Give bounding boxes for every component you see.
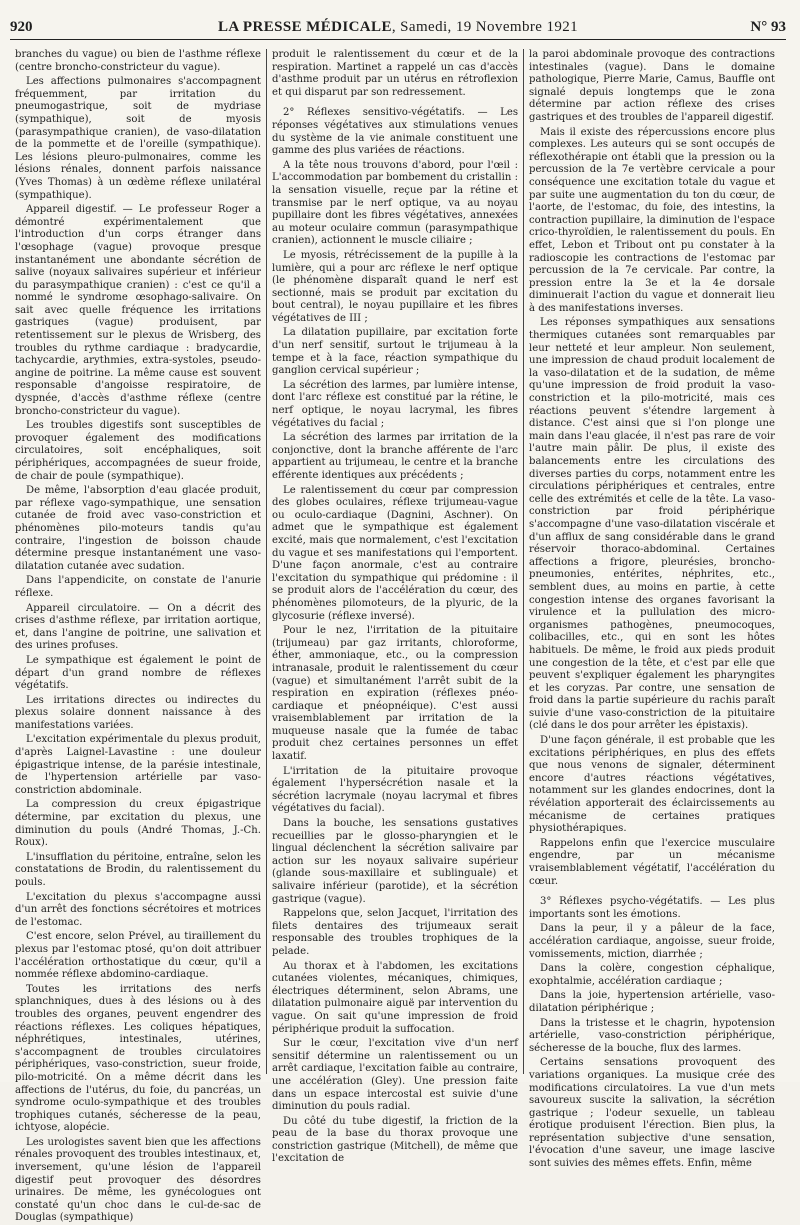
issue-date: , Samedi, 19 Novembre 1921 [391, 19, 579, 35]
journal-masthead [100, 19, 696, 36]
paragraph: Sur le cœur, l'excitation vive d'un nerf sensitif détermine un ralentissement ou un arrêt cardiaque, l'excitation faible au contraire, une accélération (Gley). Une pression faite dans un espace intercostal est suivie d'une diminution du pouls radial. [272, 1038, 518, 1113]
paragraph: Rappelons que, selon Jacquet, l'irritation des filets dentaires des trijumeaux serait responsable des troubles trophiques de la pelade. [272, 908, 518, 957]
paragraph: La sécrétion des larmes, par lumière intense, dont l'arc réflexe est constitué par la rétine, le nerf optique, le noyau lacrymal, les fibres végétatives du facial ; [272, 379, 518, 429]
paragraph: produit le ralentissement du cœur et de la respiration. Martinet a rappelé un cas d'accès d'asthme produit par un utérus en rétroflexion et qui disparut par son redressement. [272, 49, 518, 98]
journal-title: LA PRESSE MÉDICALE [217, 19, 392, 35]
paragraph: Les troubles digestifs sont susceptibles de provoquer également des modifications circulatoires, soit encéphaliques, soit périphériques, accompagnées de sueur froide, de chair de poule (sympathique). [15, 420, 261, 482]
paragraph: Le ralentissement du cœur par compression des globes oculaires, réflexe trijumeau-vague ou oculo-cardiaque (Dagnini, Aschner). On admet que le sympathique est également excité, mais que normalement, c'est l'excitation du vague et ses manifestations qui l'emportent. D'une façon anormale, c'est au contraire l'excitation du sympathique qui prédomine : il se produit alors de l'accélération du cœur, des phénomènes pilomoteurs, de la plyuric, de la glycosurie (réflexe inversé). [272, 484, 518, 622]
paragraph: la paroi abdominale provoque des contractions intestinales (vague). Dans le domaine pathologique, Pierre Marie, Camus, Bauffle ont signalé depuis longtemps que le zona détermine par action réflexe des crises gastriques et des troubles de l'appareil digestif. [529, 49, 775, 123]
paragraph: Le myosis, rétrécissement de la pupille à la lumière, qui a pour arc réflexe le nerf optique (le phénomène disparaît quand le nerf est sectionné, mais se produit par excitation du bout central), le noyau pupillaire et les fibres végétatives de III ; [272, 249, 518, 324]
paragraph: A la tête nous trouvons d'abord, pour l'œil : L'accommodation par bombement du cristallin : la sensation visuelle, reçue par la rétine et transmise par le nerf optique, va au noyau pupillaire dont les fibres végétatives, annexées au moteur oculaire commun (parasympathique cranien), actionnent le muscle ciliaire ; [272, 159, 518, 247]
column-middle [267, 49, 523, 1165]
paragraph: Dans la peur, il y a pâleur de la face, accélération cardiaque, angoisse, sueur froide, vomissements, miction, diarrhée ; [529, 923, 775, 960]
paragraph: L'excitation du plexus s'accompagne aussi d'un arrêt des fonctions sécrétoires et motrices de l'estomac. [15, 891, 261, 928]
paragraph: Toutes les irritations des nerfs splanchniques, dues à des lésions ou à des troubles des organes, peuvent engendrer des réactions réflexes. Les coliques hépatiques, néphrétiques, intestinales, utérines, s'accompagnent de troubles circulatoires périphériques, vaso-constriction, sueur froide, pilo-motricité. On a même décrit dans les affections de l'utérus, du foie, du pancréas, un syndrome oculo-sympathique et des troubles trophiques cutanés, sécheresse de la peau, ichtyose, alopécie. [15, 983, 261, 1134]
paragraph: branches du vague) ou bien de l'asthme réflexe (centre broncho-constricteur du vague). [15, 49, 261, 73]
paragraph: Le sympathique est également le point de départ d'un grand nombre de réflexes végétatifs. [15, 654, 261, 692]
paragraph: Les urologistes savent bien que les affections rénales provoquent des troubles intestinaux, et, inversement, qu'une lésion de l'appareil digestif peut provoquer des désordres urinaires. De même, les gynécologues ont constaté qu'un choc dans le cul-de-sac de Douglas (sympathique) [15, 1136, 261, 1224]
paragraph: Appareil circulatoire. — On a décrit des crises d'asthme réflexe, par irritation aortique, et, dans l'angine de poitrine, une salivation et des urines profuses. [15, 602, 261, 652]
paragraph: Dans la tristesse et le chagrin, hypotension artérielle, vaso-constriction périphérique, sécheresse de la bouche, flux des larmes. [529, 1017, 775, 1054]
paragraph: Pour le nez, l'irritation de la pituitaire (trijumeau) par gaz irritants, chloroforme, éther, ammoniaque, etc., ou la compression intranasale, produit le ralentissement du cœur (vague) et simultanément l'arrêt subit de la respiration en expiration (réflexes pnéo-cardiaque et pnéopnéique). C'est aussi vraisemblablement par irritation de la muqueuse nasale que la fumée de tabac produit chez certaines personnes un effet laxatif. [272, 625, 518, 763]
page-header [10, 16, 786, 40]
paragraph: Les réponses sympathiques aux sensations thermiques cutanées sont remarquables par leur netteté et leur ampleur. Non seulement, une impression de chaud produit localement de la vaso-dilatation et de la sudation, de même qu'une impression de froid produit la vaso-constriction et la pilo-motricité, mais ces réactions peuvent s'étendre largement à distance. C'est ainsi que si l'on plonge une main dans l'eau glacée, il n'est pas rare de voir l'autre main pâlir. De plus, il existe des balancements entre les circulations des diverses parties du corps, notamment entre les circulations périphériques et centrales, entre celle des extrémités et celle de la tête. La vaso-constriction par froid périphérique s'accompagne d'une vaso-dilatation viscérale et d'un afflux de sang considérable dans le grand réservoir thoraco-abdominal. Certaines affections a frigore, pleurésies, broncho-pneumonies, entérites, néphrites, etc., semblent dues, au moins en partie, à cette congestion intense des organes favorisant la virulence et la pullulation des micro-organismes pathogènes, pneumocoques, colibacilles, etc., qui en sont les hôtes habituels. De même, le froid aux pieds produit une congestion de la tête, et c'est par elle que peuvent s'expliquer également les pharyngites et les coryzas. Par contre, une sensation de froid dans la partie supérieure du rachis paraît suivie d'une vaso-constriction de la pituitaire (clé dans le dos pour arrêter les épistaxis). [529, 317, 775, 732]
paragraph: C'est encore, selon Prével, au tiraillement du plexus par l'estomac ptosé, qu'on doit attribuer l'accélération orthostatique du cœur, qu'il a nommée réflexe abdomino-cardiaque. [15, 931, 261, 981]
section-heading-paragraph: 2° Réflexes sensitivo-végétatifs. — Les réponses végétatives aux stimulations venues du système de la vie animale constituent une gamme des plus variées de réactions. [272, 107, 518, 157]
article-columns [10, 49, 786, 1224]
paragraph: Dans l'appendicite, on constate de l'anurie réflexe. [15, 575, 261, 599]
paragraph: Au thorax et à l'abdomen, les excitations cutanées violentes, mécaniques, chimiques, électriques déterminent, selon Abrams, une dilatation pulmonaire aiguë par intervention du vague. On sait qu'une impression de froid périphérique produit la suffocation. [272, 960, 518, 1035]
paragraph: Du côté du tube digestif, la friction de la peau de la base du thorax provoque une constriction gastrique (Mitchell), de même que l'excitation de [272, 1115, 518, 1165]
paragraph: Dans la colère, congestion céphalique, exophtalmie, accélération cardiaque ; [529, 963, 775, 987]
paragraph: La sécrétion des larmes par irritation de la conjonctive, dont la branche afférente de l'arc appartient au trijumeau, le centre et la branche efférente identiques aux précédents ; [272, 432, 518, 481]
section-heading-paragraph: 3° Réflexes psycho-végétatifs. — Les plus importants sont les émotions. [529, 896, 775, 920]
paragraph: L'irritation de la pituitaire provoque également l'hypersécrétion nasale et la sécrétion lacrymale (noyau lacrymal et fibres végétatives du facial). [272, 765, 518, 815]
paragraph: De même, l'absorption d'eau glacée produit, par réflexe vago-sympathique, une sensation cutanée de froid avec vaso-constriction et phénomènes pilo-moteurs tandis qu'au contraire, l'ingestion de boisson chaude détermine presque instantanément une vaso-dilatation cutanée avec sudation. [15, 485, 261, 572]
paragraph: La compression du creux épigastrique détermine, par excitation du plexus, une diminution du pouls (André Thomas, J.-Ch. Roux). [15, 799, 261, 849]
paragraph: Dans la bouche, les sensations gustatives recueillies par le glosso-pharyngien et le lingual déclenchent la sécrétion salivaire par action sur les noyaux salivaire supérieur (glande sous-maxillaire et sublinguale) et salivaire inférieur (parotide), et la sécrétion gastrique (vague). [272, 818, 518, 905]
paragraph: D'une façon générale, il est probable que les excitations périphériques, en plus des effets que nous venons de signaler, déterminent encore d'autres réactions végétatives, notamment sur les glandes endocrines, dont la révélation apporterait des éclaircissements au mécanisme de certaines pratiques physiothérapiques. [529, 735, 775, 835]
issue-number: N° 93 [750, 19, 786, 35]
paragraph: La dilatation pupillaire, par excitation forte d'un nerf sensitif, surtout le trijumeau à la tempe et à la face, réaction sympathique du ganglion cervical supérieur ; [272, 327, 518, 377]
paragraph: Rappelons enfin que l'exercice musculaire engendre, par un mécanisme vraisemblablement végétatif, l'accélération du cœur. [529, 837, 775, 887]
paragraph: Appareil digestif. — Le professeur Roger a démontré expérimentalement que l'introduction d'un corps étranger dans l'œsophage (vague) provoque presque instantanément une abondante sécrétion de salive (noyaux salivaires supérieur et inférieur du parasympathique cranien) : c'est ce qu'il a nommé le syndrome œsophago-salivaire. On sait avec quelle fréquence les irritations gastriques (vague) produisent, par retentissement sur le plexus de Wrisberg, des troubles du rythme cardiaque : bradycardie, tachycardie, arythmies, extra-systoles, pseudo-angine de poitrine. La même cause est souvent responsable d'angoisse respiratoire, de dyspnée, d'accès d'asthme réflexe (centre broncho-constricteur du vague). [15, 204, 261, 417]
paragraph: L'insufflation du péritoine, entraîne, selon les constatations de Brodin, du ralentissement du pouls. [15, 851, 261, 888]
paragraph: Mais il existe des répercussions encore plus complexes. Les auteurs qui se sont occupés de réflexothérapie ont établi que la pression ou la percussion de la 7e vertèbre cervicale a pour conséquence une excitation totale du vague et par suite une augmentation du ton du cœur, de l'aorte, de l'estomac, du foie, des intestins, la contraction pupillaire, la diminution de l'espace crico-thyroïdien, le ralentissement du pouls. En effet, Lebon et Tribout ont pu constater à la radioscopie les contractions de l'estomac par percussion de la 7e cervicale. Par contre, la pression entre la 3e et la 4e dorsale diminuerait l'action du vague et donnerait lieu à des manifestations inverses. [529, 126, 775, 314]
paragraph: Certains sensations provoquent des variations organiques. La musique crée des modifications circulatoires. La vue d'un mets savoureux suscite la salivation, la sécrétion gastrique ; l'odeur sexuelle, un tableau érotique produisent l'érection. Bien plus, la représentation subjective d'une sensation, l'évocation d'une saveur, une image lascive sont suivies des mêmes effets. Enfin, même [529, 1057, 775, 1170]
page-number: 920 [10, 19, 33, 35]
column-left [10, 49, 266, 1224]
paragraph: Les irritations directes ou indirectes du plexus solaire donnent naissance à des manifestations variées. [15, 694, 261, 731]
paragraph: Dans la joie, hypertension artérielle, vaso-dilatation périphérique ; [529, 990, 775, 1014]
column-right [524, 49, 780, 1170]
paragraph: L'excitation expérimentale du plexus produit, d'après Laignel-Lavastine : une douleur épigastrique intense, de la parésie intestinale, de l'hypertension artérielle par vaso-constriction abdominale. [15, 734, 261, 796]
paragraph: Les affections pulmonaires s'accompagnent fréquemment, par irritation du pneumogastrique, soit de mydriase (sympathique), soit de myosis (parasympathique cranien), de vaso-dilatation de la pommette et de l'oreille (sympathique). Les lésions pleuro-pulmonaires, comme les lésions rénales, donnent parfois naissance (Yves Thomas) à un œdème réflexe unilatéral (sympathique). [15, 76, 261, 201]
